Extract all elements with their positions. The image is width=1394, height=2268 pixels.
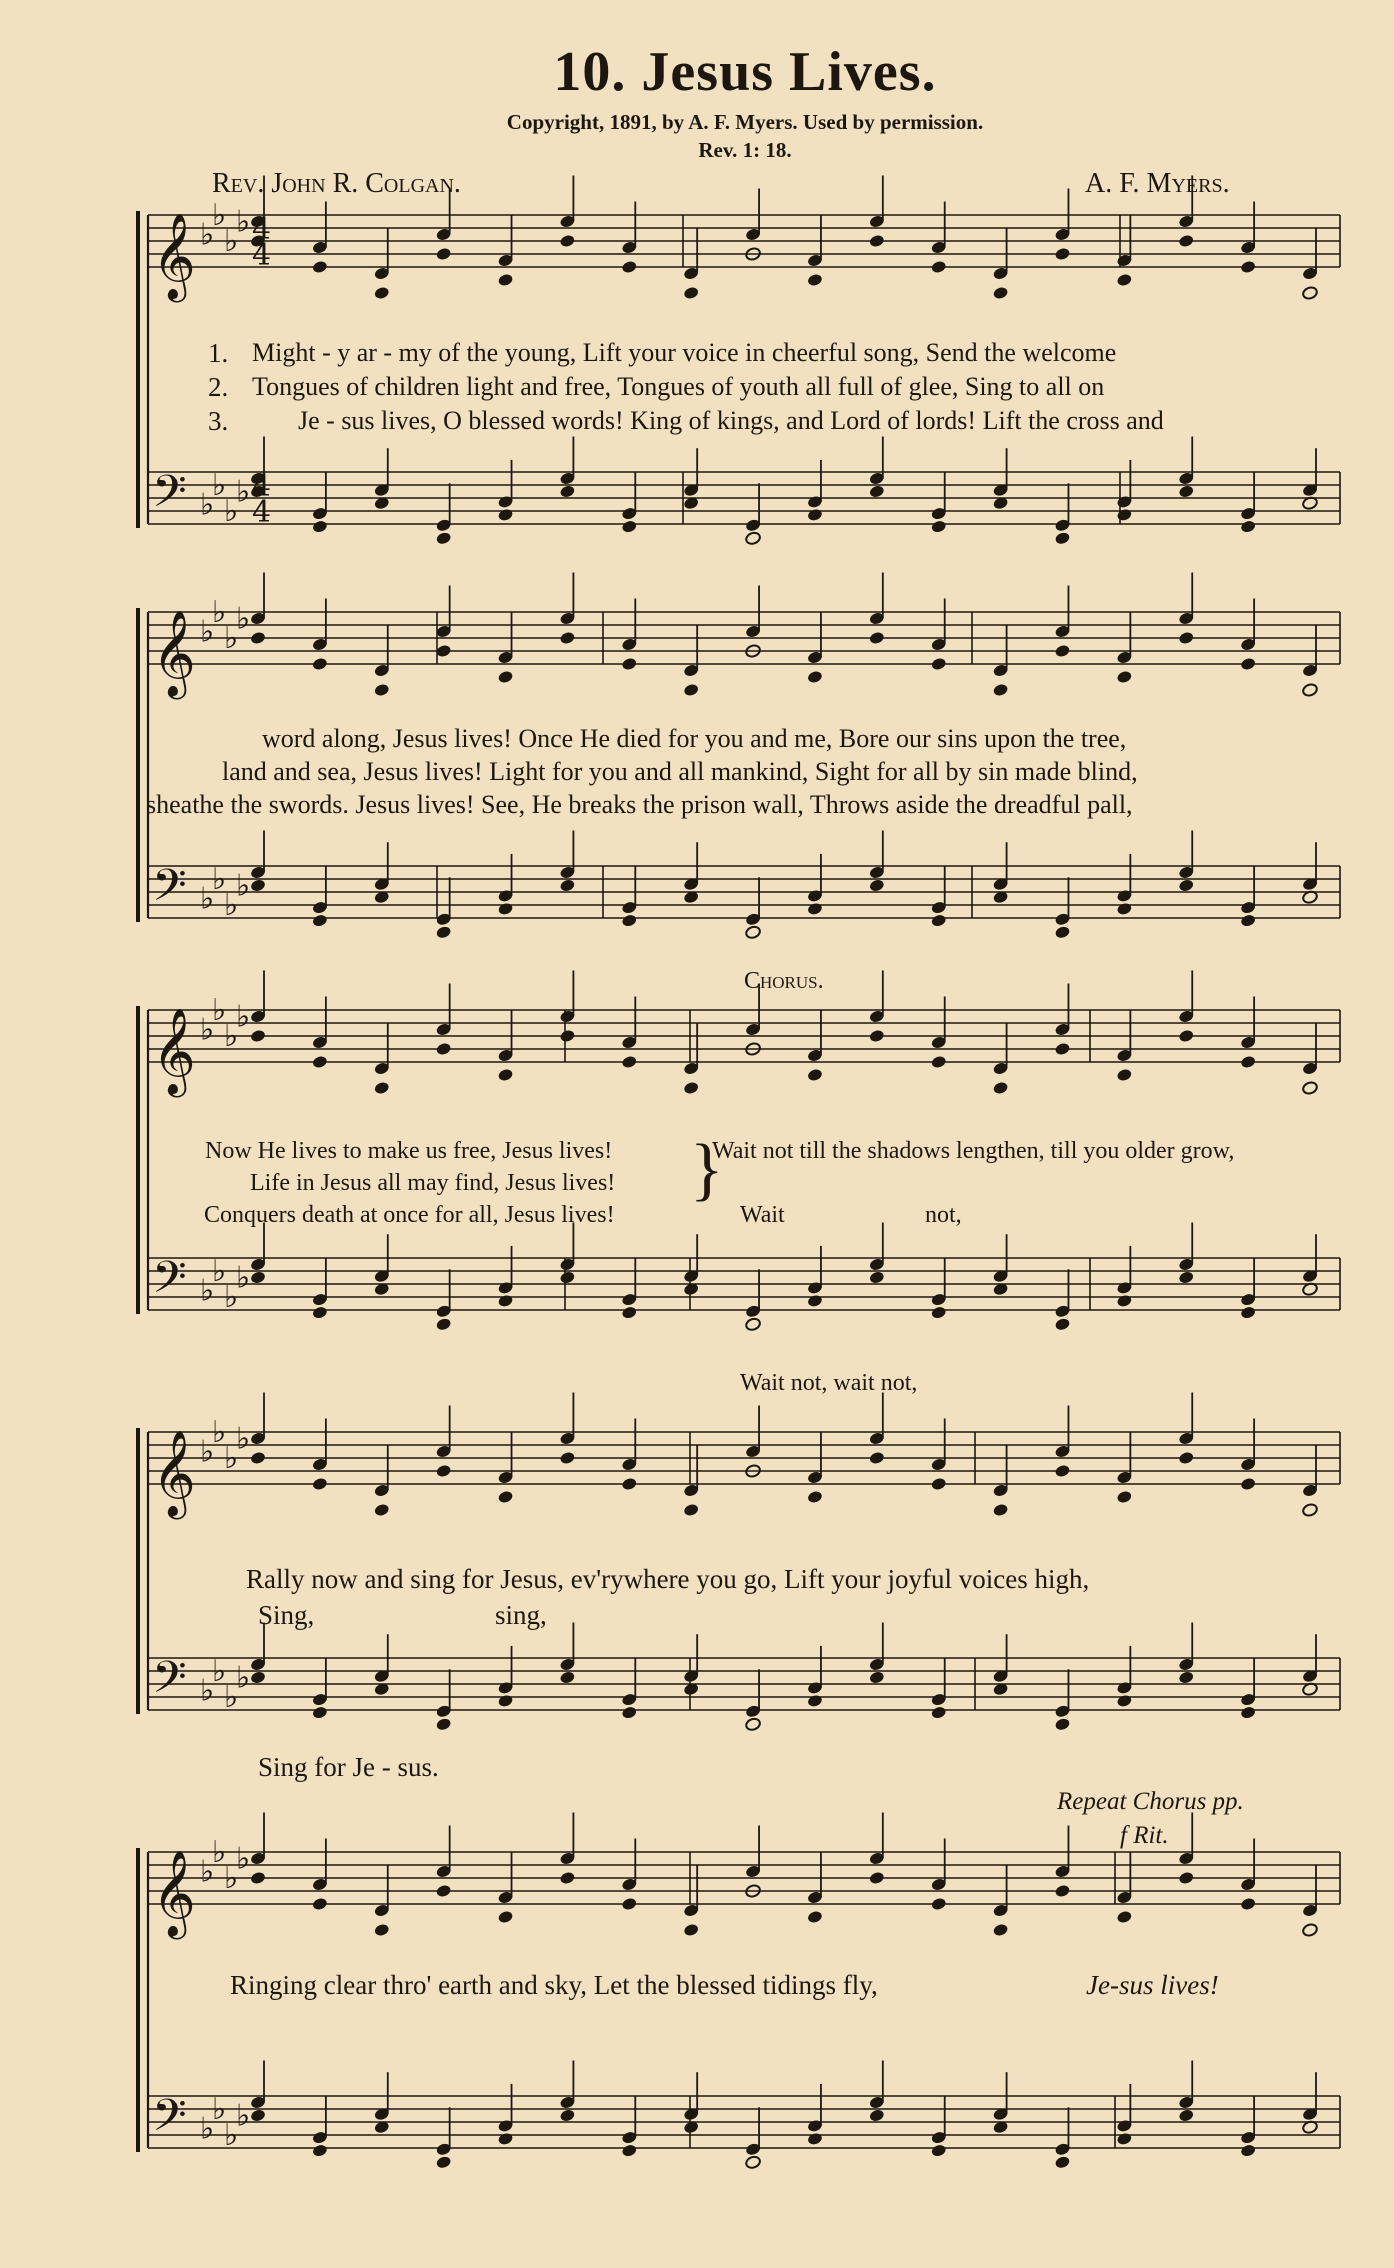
verse-number-3: 3. — [208, 406, 229, 436]
svg-text:𝄞: 𝄞 — [152, 610, 196, 696]
svg-text:4: 4 — [252, 212, 272, 247]
svg-text:𝄢: 𝄢 — [152, 465, 187, 528]
svg-text:♭: ♭ — [224, 1280, 239, 1315]
chorus-alto-sing2: sing, — [495, 1600, 547, 1630]
chorus-line3: Ringing clear thro' earth and sky, Let the blessed tidings fly, — [230, 1970, 878, 2000]
svg-text:♭: ♭ — [212, 1415, 227, 1450]
svg-text:♭: ♭ — [212, 198, 227, 233]
verse3-line3: Conquers death at once for all, Jesus lives! — [204, 1202, 615, 1228]
svg-text:♭: ♭ — [236, 601, 251, 637]
svg-text:♭: ♭ — [212, 1254, 227, 1289]
chorus-alto-not: not, — [925, 1202, 962, 1228]
chorus-line1: Wait not till the shadows lengthen, till you older grow, — [712, 1138, 1235, 1164]
chorus-bass-wait: Wait not, wait not, — [740, 1370, 918, 1396]
verse3-line1: Je - sus lives, O blessed words! King of kings, and Lord of lords! Lift the cross and — [298, 406, 1164, 435]
svg-text:𝄞: 𝄞 — [152, 1850, 196, 1936]
svg-text:♭: ♭ — [236, 999, 251, 1035]
svg-text:♭: ♭ — [212, 468, 227, 503]
svg-text:♭: ♭ — [224, 494, 239, 529]
svg-text:♭: ♭ — [200, 487, 215, 523]
svg-text:♭: ♭ — [200, 217, 215, 253]
tempo-mark: f Rit. — [1120, 1822, 1169, 1849]
svg-text:♭: ♭ — [236, 868, 251, 904]
svg-text:♭: ♭ — [212, 2092, 227, 2127]
svg-text:♭: ♭ — [200, 614, 215, 650]
chorus-alto-sing1: Sing, — [258, 1600, 315, 1630]
verse2-line2: land and sea, Jesus lives! Light for you and all mankind, Sight for all by sin made blind, — [222, 757, 1138, 786]
svg-text:♭: ♭ — [224, 1441, 239, 1476]
svg-text:♭: ♭ — [200, 1273, 215, 1309]
verse3-line2: sheathe the swords. Jesus lives! See, He breaks the prison wall, Throws aside the dreadful pall, — [146, 790, 1133, 819]
chorus-label: Chorus. — [744, 968, 824, 994]
chorus-line2: Rally now and sing for Jesus, ev'rywhere you go, Lift your joyful voices high, — [246, 1564, 1090, 1594]
svg-text:♭: ♭ — [212, 993, 227, 1028]
svg-text:♭: ♭ — [200, 1854, 215, 1890]
hymn-title: 10. Jesus Lives. — [553, 41, 937, 103]
composer-credit: A. F. Myers. — [1085, 168, 1230, 199]
verse2-line1: Tongues of children light and free, Tongues of youth all full of glee, Sing to all on — [252, 372, 1105, 401]
svg-text:♭: ♭ — [224, 888, 239, 923]
lyricist-credit: Rev. John R. Colgan. — [212, 168, 461, 199]
verse1-line3: Now He lives to make us free, Jesus lives! — [205, 1138, 613, 1164]
svg-text:♭: ♭ — [212, 862, 227, 897]
svg-text:4: 4 — [252, 238, 272, 273]
svg-text:♭: ♭ — [212, 595, 227, 630]
verse-number-1: 1. — [208, 338, 229, 368]
svg-text:♭: ♭ — [200, 2111, 215, 2147]
chorus-bass-sing: Sing for Je - sus. — [258, 1752, 439, 1782]
svg-text:♭: ♭ — [236, 1660, 251, 1696]
verse1-line1: Might - y ar - my of the young, Lift your voice in cheerful song, Send the welcome — [252, 338, 1117, 367]
svg-text:♭: ♭ — [200, 1673, 215, 1709]
chorus-alto-wait: Wait — [740, 1202, 785, 1228]
svg-text:♭: ♭ — [200, 1434, 215, 1470]
svg-text:♭: ♭ — [236, 1421, 251, 1457]
svg-text:♭: ♭ — [224, 1019, 239, 1054]
svg-text:♭: ♭ — [212, 1835, 227, 1870]
svg-text:♭: ♭ — [224, 621, 239, 656]
svg-text:𝄢: 𝄢 — [152, 2089, 187, 2152]
svg-text:♭: ♭ — [236, 2098, 251, 2134]
svg-text:♭: ♭ — [224, 224, 239, 259]
svg-text:♭: ♭ — [200, 881, 215, 917]
svg-text:♭: ♭ — [236, 1841, 251, 1877]
svg-text:𝄢: 𝄢 — [152, 1251, 187, 1314]
svg-text:♭: ♭ — [224, 1861, 239, 1896]
chorus-line3-end: Je-sus lives! — [1086, 1970, 1219, 2000]
verse2-line3: Life in Jesus all may find, Jesus lives! — [250, 1170, 616, 1196]
svg-text:♭: ♭ — [236, 204, 251, 240]
copyright-line: Copyright, 1891, by A. F. Myers. Used by permission. — [506, 110, 984, 134]
verse1-line2: word along, Jesus lives! Once He died for you and me, Bore our sins upon the tree, — [262, 724, 1127, 753]
svg-text:𝄞: 𝄞 — [152, 1008, 196, 1094]
svg-text:♭: ♭ — [236, 474, 251, 510]
svg-text:𝄢: 𝄢 — [152, 1651, 187, 1714]
svg-text:𝄞: 𝄞 — [152, 1430, 196, 1516]
svg-text:4: 4 — [252, 469, 272, 504]
verse-number-2: 2. — [208, 372, 229, 402]
verse-brace: } — [690, 1131, 724, 1208]
svg-text:♭: ♭ — [212, 1654, 227, 1689]
repeat-instruction: Repeat Chorus pp. — [1057, 1788, 1244, 1815]
svg-text:♭: ♭ — [224, 2118, 239, 2153]
svg-text:𝄞: 𝄞 — [152, 213, 196, 299]
scripture-reference: Rev. 1: 18. — [698, 138, 792, 162]
svg-text:4: 4 — [252, 495, 272, 530]
svg-text:♭: ♭ — [236, 1260, 251, 1296]
svg-text:𝄢: 𝄢 — [152, 859, 187, 922]
svg-text:♭: ♭ — [224, 1680, 239, 1715]
svg-text:♭: ♭ — [200, 1012, 215, 1048]
